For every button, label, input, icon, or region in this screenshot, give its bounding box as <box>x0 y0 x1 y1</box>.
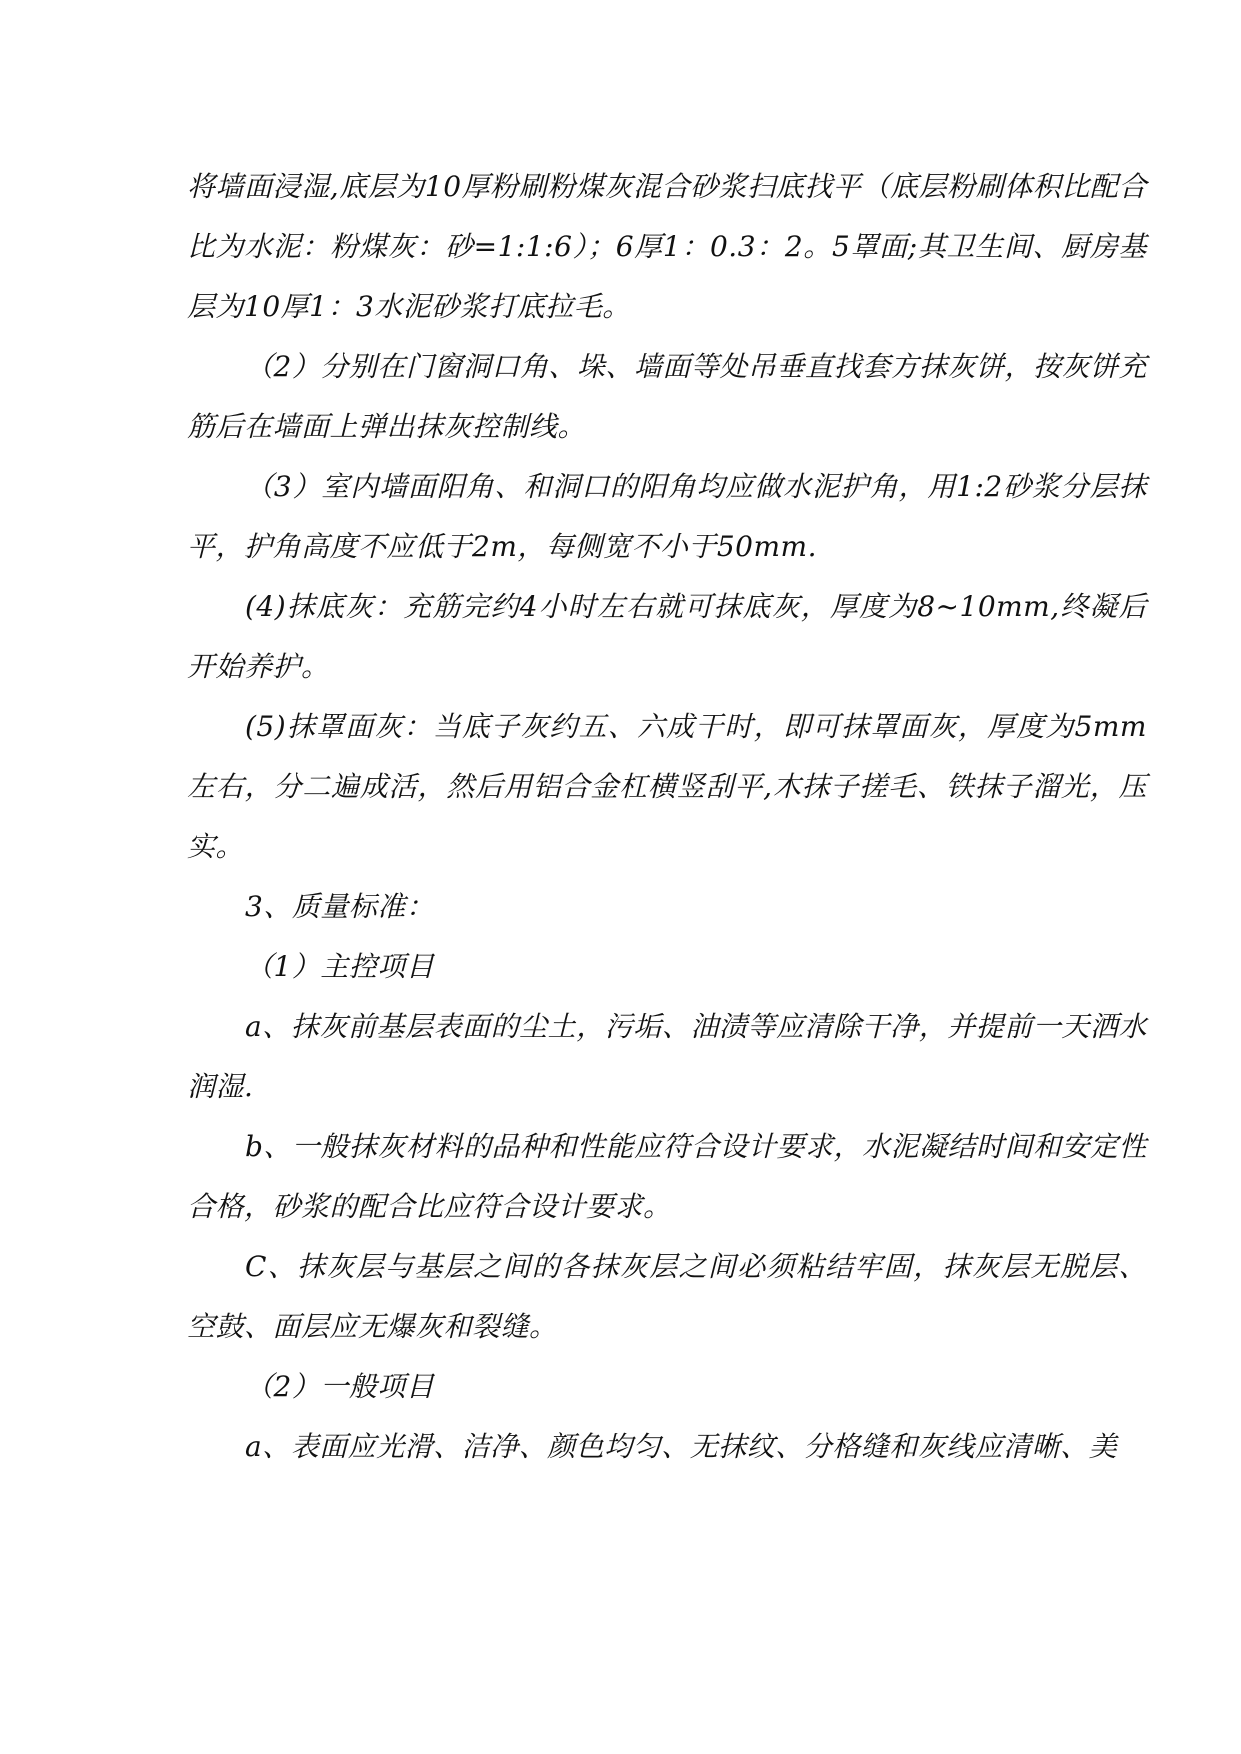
paragraph-general-item-a: a、表面应光滑、洁净、颜色均匀、无抹纹、分格缝和灰线应清晰、美 <box>245 1430 1118 1463</box>
paragraph-step-5: (5)抹罩面灰：当底子灰约五、六成干时，即可抹罩面灰，厚度为5mm左右，分二遍成活，然后用铝合金杠横竖刮平,木抹子搓毛、铁抹子溜光，压实。 <box>187 710 1147 863</box>
paragraph-item-a: a、抹灰前基层表面的尘土，污垢、油渍等应清除干净，并提前一天洒水润湿. <box>187 1010 1147 1103</box>
paragraph-step-3: （3）室内墙面阳角、和洞口的阳角均应做水泥护角，用1:2砂浆分层抹平，护角高度不应低于2m，每侧宽不小于50mm. <box>187 470 1147 563</box>
paragraph-item-c: C、抹灰层与基层之间的各抹灰层之间必须粘结牢固，抹灰层无脱层、空鼓、面层应无爆灰和裂缝。 <box>187 1250 1147 1343</box>
paragraph-step-2: （2）分别在门窗洞口角、垛、墙面等处吊垂直找套方抹灰饼，按灰饼充筋后在墙面上弹出抹灰控制线。 <box>187 350 1147 443</box>
paragraph-step-4: (4)抹底灰：充筋完约4小时左右就可抹底灰，厚度为8~10mm,终凝后开始养护。 <box>187 590 1147 683</box>
paragraph-base-layer: 将墙面浸湿,底层为10厚粉刷粉煤灰混合砂浆扫底找平（底层粉刷体积比配合比为水泥：粉煤灰：砂=1:1:6）；6厚1：0.3：2。5罩面;其卫生间、厨房基层为10厚1：3水泥砂浆打底拉毛。 <box>187 170 1147 323</box>
document-body <box>187 157 1147 1477</box>
subheading-general-items: （2）一般项目 <box>245 1370 435 1403</box>
paragraph-item-b: b、一般抹灰材料的品种和性能应符合设计要求，水泥凝结时间和安定性合格，砂浆的配合比应符合设计要求。 <box>187 1130 1147 1223</box>
subheading-main-control-items: （1）主控项目 <box>245 950 435 983</box>
section-heading-quality-standard: 3、质量标准： <box>245 890 435 923</box>
